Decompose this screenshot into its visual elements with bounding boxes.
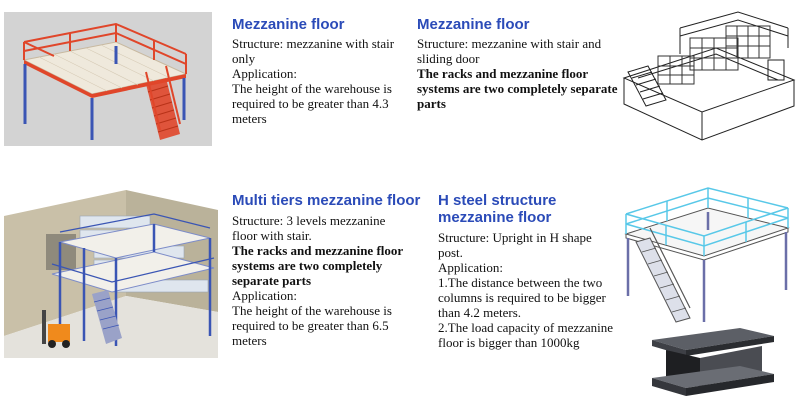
mezzanine-stair-illustration	[4, 12, 212, 146]
panel-title-line-1: H steel structure	[438, 192, 557, 209]
panel-title-line-2: mezzanine floor	[438, 209, 552, 226]
application-text: The height of the warehouse is required to be greater than 4.3 meters	[232, 81, 392, 126]
separation-note: The racks and mezzanine floor systems are two completely separate parts	[417, 66, 618, 111]
panel-title: Multi tiers mezzanine floor	[232, 192, 421, 209]
structure-text: Structure: 3 levels mezzanine floor with stair.	[232, 213, 386, 243]
structure-text: Structure: mezzanine with stair and sliding door	[417, 36, 602, 66]
application-item-2: 2.The load capacity of mezzanine floor is bigger than 1000kg	[438, 320, 614, 350]
mezzanine-sliding-door-line-drawing	[618, 8, 798, 154]
application-item-1: 1.The distance between the two columns is required to be bigger than 4.2 meters.	[438, 275, 606, 320]
separation-note: The racks and mezzanine floor systems are two completely separate parts	[232, 243, 403, 288]
multi-tier-warehouse-illustration	[4, 186, 218, 358]
structure-text: Structure: mezzanine with stair only	[232, 36, 395, 66]
panel-title: Mezzanine floor	[232, 16, 345, 33]
h-steel-mezzanine-illustration	[612, 172, 798, 330]
h-beam-illustration	[648, 326, 780, 400]
application-label: Application:	[232, 288, 297, 303]
application-label: Application:	[232, 66, 297, 81]
structure-text: Structure: Upright in H shape post.	[438, 230, 592, 260]
application-text: The height of the warehouse is required to be greater than 6.5 meters	[232, 303, 392, 348]
application-label: Application:	[438, 260, 503, 275]
panel-title: Mezzanine floor	[417, 16, 530, 33]
